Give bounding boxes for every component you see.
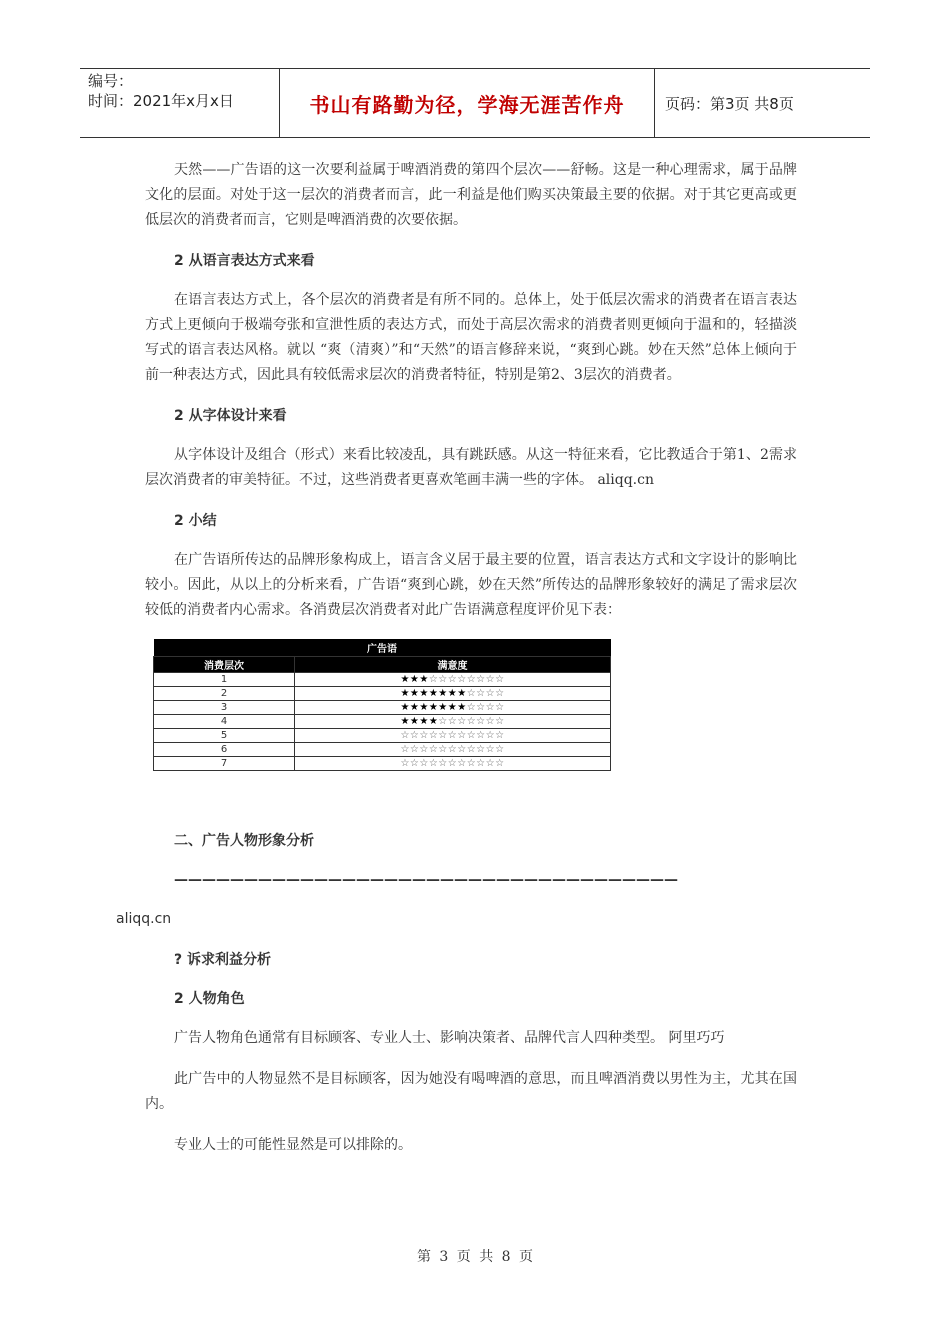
table-row	[154, 673, 611, 687]
table-caption: 广告语	[154, 639, 611, 657]
site-label: aliqq.cn	[116, 911, 172, 927]
level-cell: 4	[154, 715, 295, 729]
satisfaction-stars	[295, 743, 611, 757]
satisfaction-stars	[295, 729, 611, 743]
header-motto-cell	[280, 69, 655, 137]
table-row	[154, 757, 611, 771]
table-row	[154, 729, 611, 743]
empty-stars: ☆☆☆☆☆☆☆☆☆☆☆	[400, 730, 505, 741]
page-footer: 第 3 页 共 8 页	[416, 1249, 534, 1265]
paragraph: 专业人士的可能性显然是可以排除的。	[174, 1137, 412, 1153]
section-heading: 2 小结	[174, 513, 217, 529]
subsection-heading: ? 诉求利益分析	[174, 952, 271, 968]
document-body	[116, 158, 797, 1174]
satisfaction-stars	[295, 701, 611, 715]
column-header-satisfaction: 满意度	[295, 657, 611, 673]
filled-stars: ★★★★★★★	[400, 702, 467, 713]
satisfaction-stars	[295, 715, 611, 729]
level-cell: 2	[154, 687, 295, 701]
dash-divider: ————————————————————————————————————	[174, 872, 678, 888]
section-title: 二、广告人物形象分析	[174, 833, 314, 849]
section-heading: 2 从字体设计来看	[174, 408, 287, 424]
empty-stars: ☆☆☆☆☆☆☆☆☆☆☆	[400, 744, 505, 755]
paragraph: 从字体设计及组合（形式）来看比较凌乱，具有跳跃感。从这一特征来看，它比教适合于第1、2需求层次消费者的审美特征。不过，这些消费者更喜欢笔画丰满一些的字体。 aliqq.cn	[145, 447, 797, 488]
motto: 书山有路勤为径，学海无涯苦作舟	[309, 92, 625, 117]
table-row	[154, 743, 611, 757]
table-row	[154, 687, 611, 701]
empty-stars: ☆☆☆☆	[466, 702, 505, 713]
paragraph: 在广告语所传达的品牌形象构成上，语言含义居于最主要的位置，语言表达方式和文字设计的影响比较小。因此，从以上的分析来看，广告语“爽到心跳，妙在天然”所传达的品牌形象较好的满足了需求层次较低的消费者内心需求。各消费层次消费者对此广告语满意程度评价见下表：	[145, 552, 797, 618]
filled-stars: ★★★★★★★	[400, 688, 467, 699]
level-cell: 3	[154, 701, 295, 715]
empty-stars: ☆☆☆☆☆☆☆	[438, 716, 505, 727]
level-cell: 5	[154, 729, 295, 743]
level-cell: 1	[154, 673, 295, 687]
level-cell: 6	[154, 743, 295, 757]
satisfaction-stars	[295, 687, 611, 701]
table-row	[154, 701, 611, 715]
paragraph: 天然——广告语的这一次要利益属于啤酒消费的第四个层次——舒畅。这是一种心理需求，属于品牌文化的层面。对处于这一层次的消费者而言，此一利益是他们购买决策最主要的依据。对于其它更高或更低层次的消费者而言，它则是啤酒消费的次要依据。	[145, 162, 797, 228]
paragraph: 此广告中的人物显然不是目标顾客，因为她没有喝啤酒的意思，而且啤酒消费以男性为主，尤其在国内。	[145, 1071, 797, 1112]
table-row	[154, 715, 611, 729]
satisfaction-stars	[295, 673, 611, 687]
date-label: 时间：2021年x月x日	[88, 92, 234, 110]
paragraph: 在语言表达方式上，各个层次的消费者是有所不同的。总体上，处于低层次需求的消费者在语言表达方式上更倾向于极端夸张和宣泄性质的表达方式，而处于高层次需求的消费者则更倾向于温和的，轻描淡写式的语言表达风格。就以 “爽（清爽）”和“天然”的语言修辞来说，“爽到心跳。妙在天然”总体上倾向于前一种表达方式，因此具有较低需求层次的消费者特征，特别是第2、3层次的消费者。	[145, 292, 797, 383]
level-cell: 7	[154, 757, 295, 771]
filled-stars: ★★★	[400, 674, 429, 685]
satisfaction-table	[153, 639, 611, 771]
satisfaction-table-figure	[153, 639, 628, 789]
satisfaction-stars	[295, 757, 611, 771]
column-header-level: 消费层次	[154, 657, 295, 673]
site-text	[116, 907, 797, 932]
empty-stars: ☆☆☆☆☆☆☆☆	[428, 674, 505, 685]
page-indicator: 页码：第3页 共8页	[665, 94, 794, 113]
table-body	[154, 673, 611, 771]
number-label: 编号：	[88, 72, 134, 90]
empty-stars: ☆☆☆☆☆☆☆☆☆☆☆	[400, 758, 505, 769]
filled-stars: ★★★★	[400, 716, 439, 727]
section-heading: 2 从语言表达方式来看	[174, 253, 315, 269]
subsection-heading: 2 人物角色	[174, 991, 245, 1007]
page-header	[80, 68, 870, 138]
header-left-cell	[80, 69, 280, 137]
paragraph: 广告人物角色通常有目标顾客、专业人士、影响决策者、品牌代言人四种类型。 阿里巧巧	[174, 1030, 725, 1046]
empty-stars: ☆☆☆☆	[466, 688, 505, 699]
